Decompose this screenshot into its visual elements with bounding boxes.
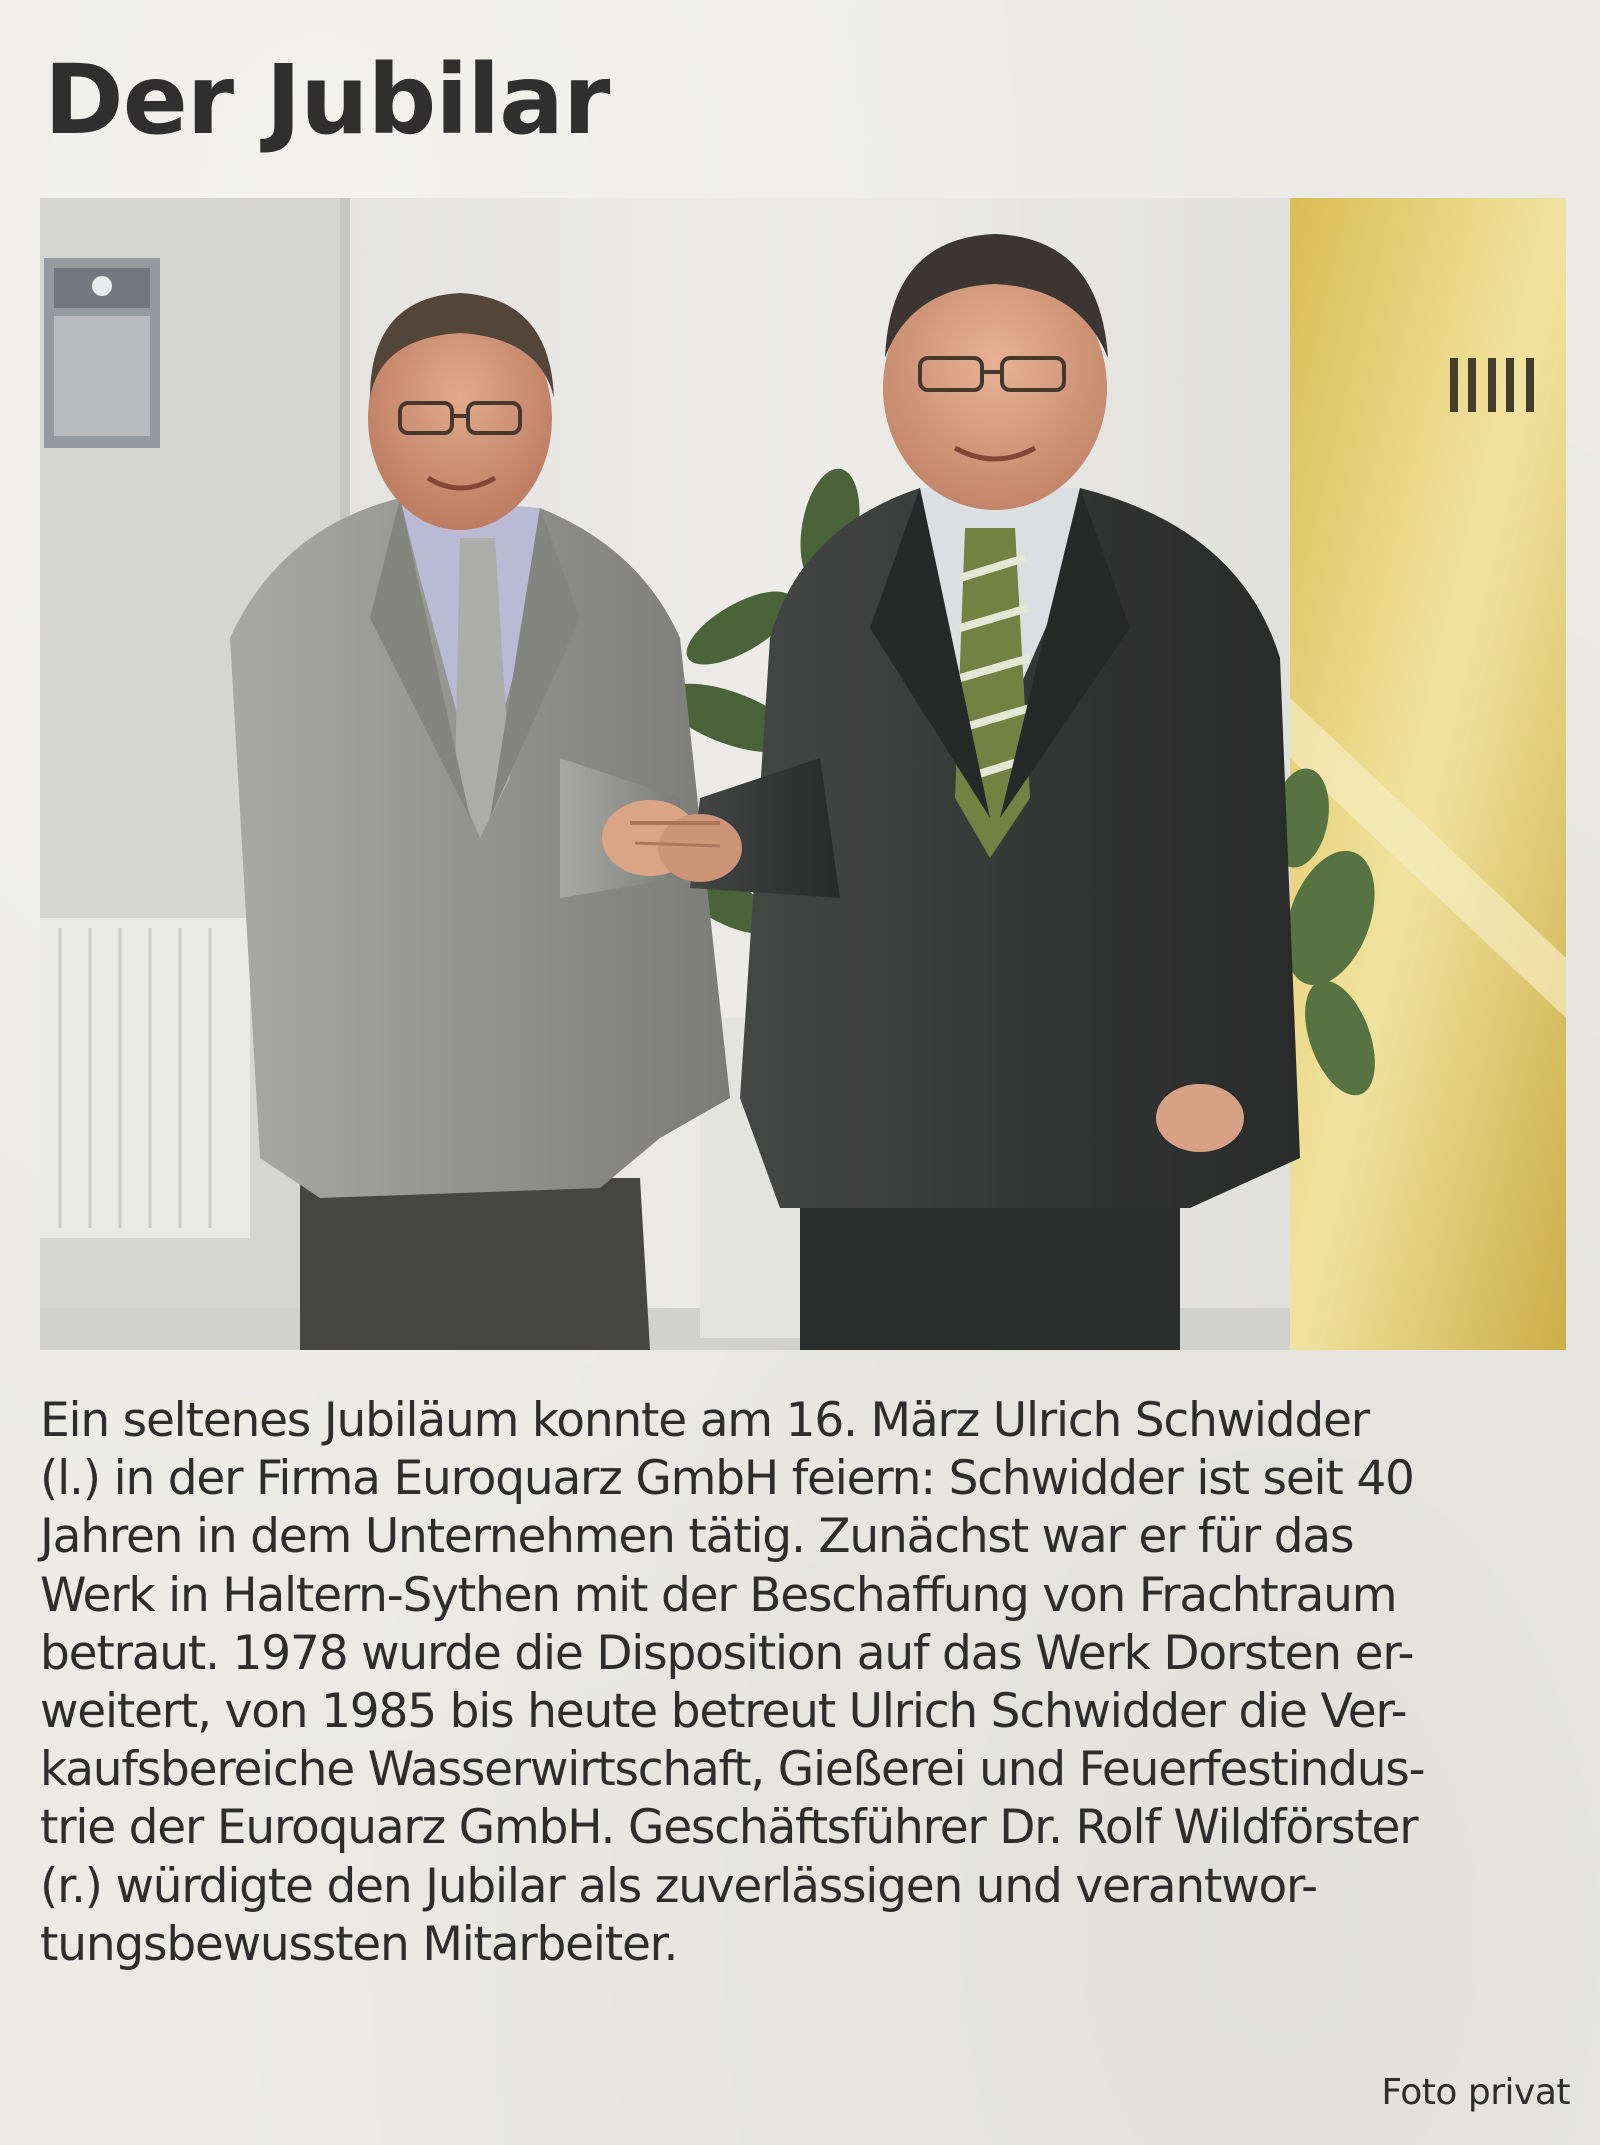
article-caption: [40, 1392, 1570, 1974]
caption-line: weitert, von 1985 bis heute betreut Ulrich Schwidder die Ver-: [40, 1684, 1407, 1740]
caption-line: kaufsbereiche Wasserwirtschaft, Gießerei und Feuerfestindus-: [40, 1742, 1425, 1798]
caption-line: Jahren in dem Unternehmen tätig. Zunächst war er für das: [40, 1509, 1354, 1565]
caption-line: betraut. 1978 wurde die Disposition auf das Werk Dorsten er-: [40, 1625, 1414, 1681]
article-photo: [40, 198, 1566, 1350]
caption-line: tungsbewussten Mitarbeiter.: [40, 1916, 678, 1972]
caption-line: (r.) würdigte den Jubilar als zuverlässigen und verantwor-: [40, 1858, 1317, 1914]
photo-credit: Foto privat: [1381, 2072, 1570, 2113]
caption-line: trie der Euroquarz GmbH. Geschäftsführer Dr. Rolf Wildförster: [40, 1800, 1418, 1856]
caption-line: (l.) in der Firma Euroquarz GmbH feiern: Schwidder ist seit 40: [40, 1451, 1414, 1507]
article-headline: Der Jubilar: [44, 44, 610, 156]
caption-line: Ein seltenes Jubiläum konnte am 16. März Ulrich Schwidder: [40, 1393, 1369, 1448]
handshake-photo: [40, 198, 1566, 1350]
caption-line: Werk in Haltern-Sythen mit der Beschaffung von Frachtraum: [40, 1567, 1397, 1623]
